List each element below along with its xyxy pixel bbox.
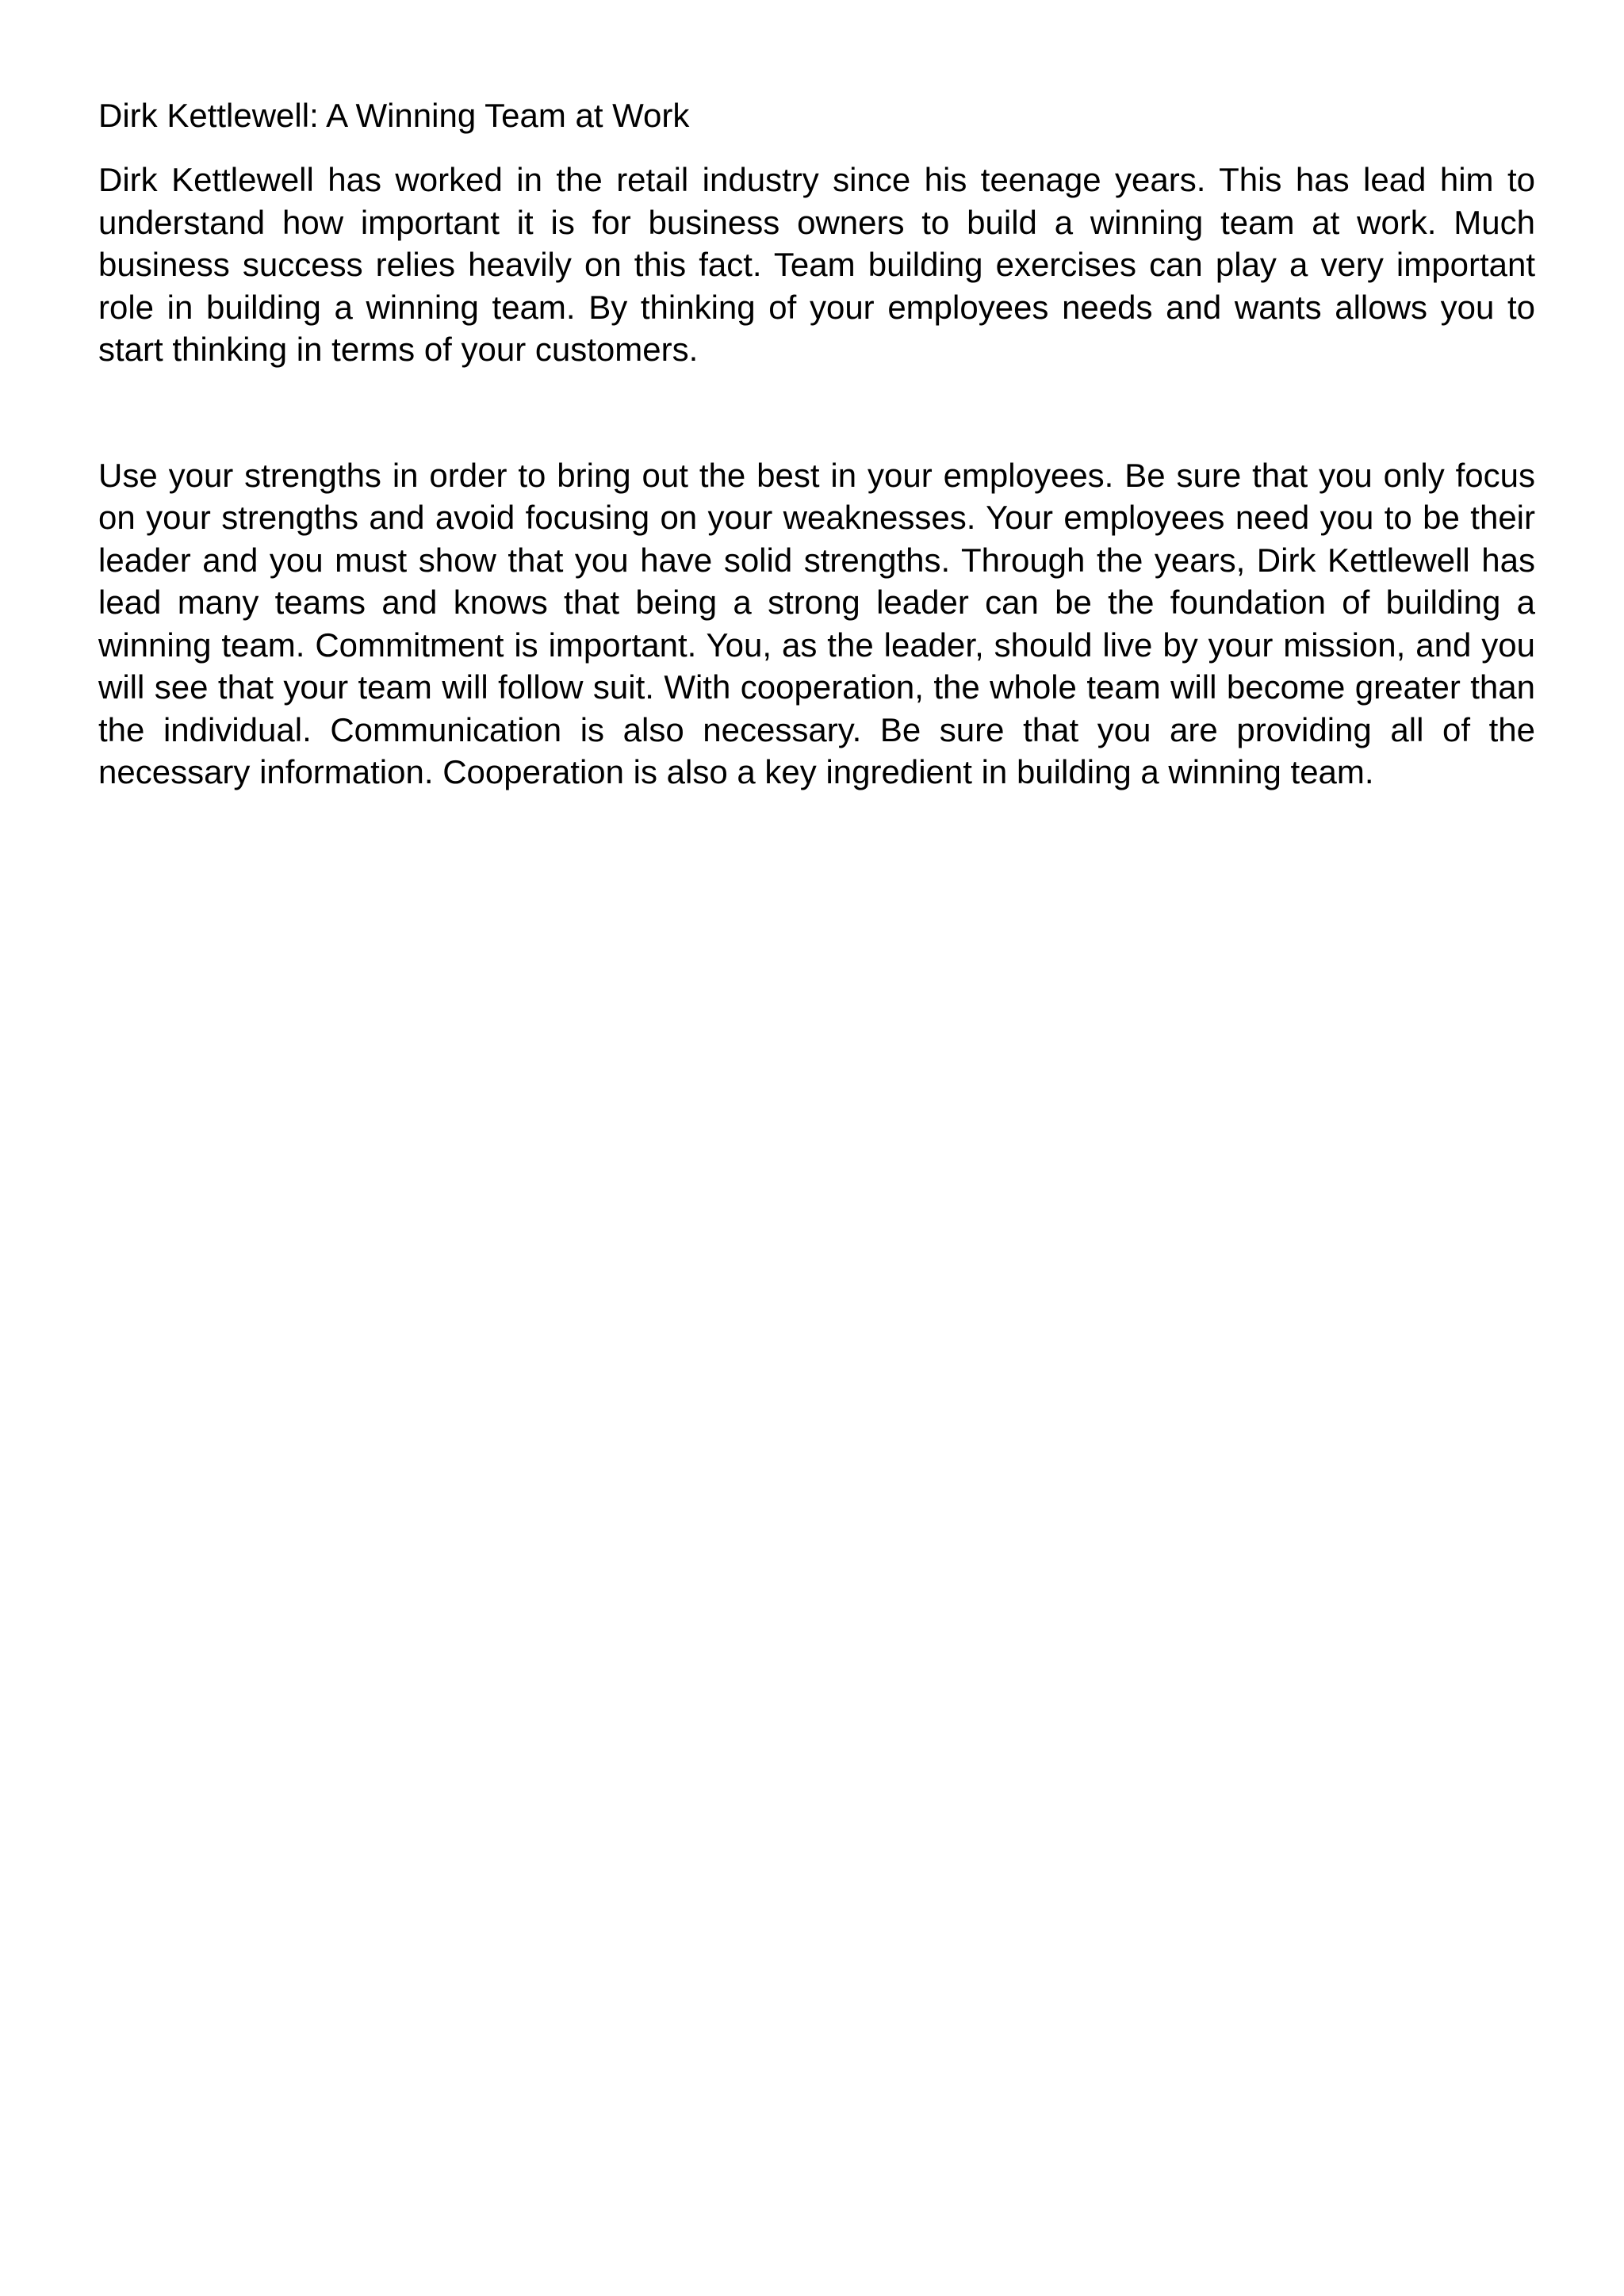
body-paragraph-1: Dirk Kettlewell has worked in the retail industry since his teenage years. This has lead him to understand how important it is for business owners to build a winning team at work. Much business success relies heavily on this fact. Team building exercises can play a very important role in building a winning team. By thinking of your employees needs and wants allows you to start thinking in terms of your customers. bbox=[98, 161, 1535, 368]
document-page bbox=[98, 94, 1535, 794]
document-title: Dirk Kettlewell: A Winning Team at Work bbox=[98, 97, 690, 134]
body-paragraph-2: Use your strengths in order to bring out the best in your employees. Be sure that you only focus on your strengths and avoid focusing on your weaknesses. Your employees need you to be their leader and you must show that you have solid strengths. Through the years, Dirk Kettlewell has lead many teams and knows that being a strong leader can be the foundation of building a winning team. Commitment is important. You, as the leader, should live by your mission, and you will see that your team will follow suit. With cooperation, the whole team will become greater than the individual. Communication is also necessary. Be sure that you are providing all of the necessary information. Cooperation is also a key ingredient in building a winning team. bbox=[98, 456, 1535, 790]
